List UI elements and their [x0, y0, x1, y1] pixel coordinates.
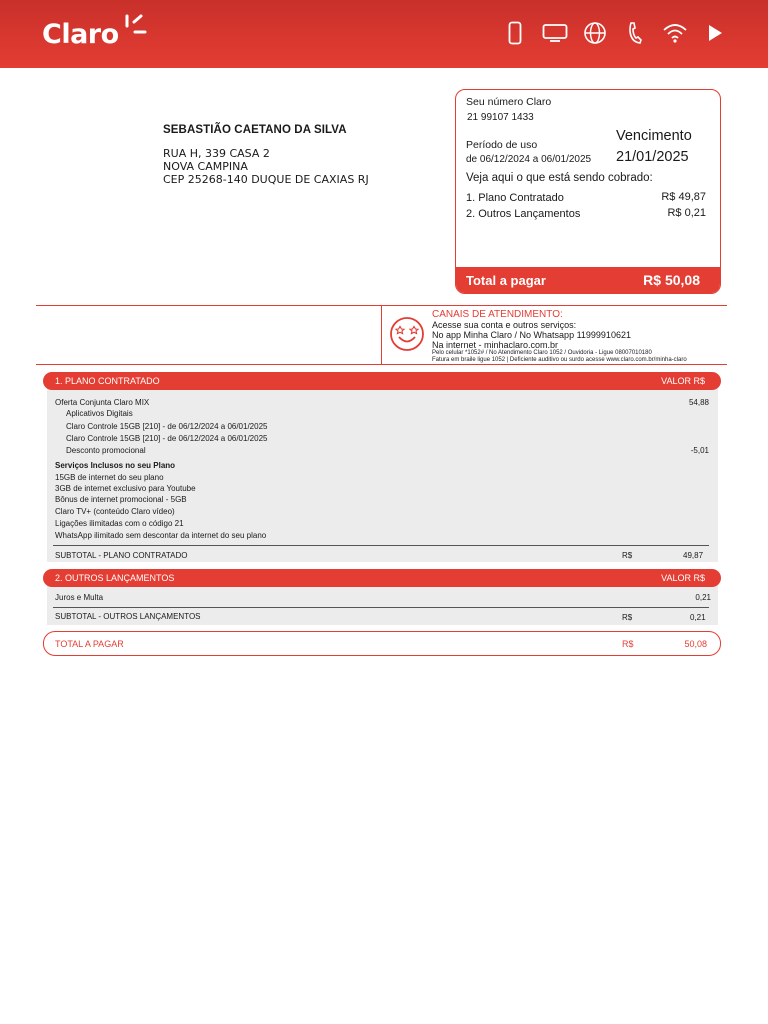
service-item: Claro TV+ (conteúdo Claro vídeo) — [55, 507, 175, 516]
play-icon — [702, 20, 728, 46]
divider — [53, 607, 709, 608]
summary-total-value: R$ 50,08 — [643, 272, 700, 288]
tv-icon — [542, 20, 568, 46]
smartphone-icon — [502, 20, 528, 46]
divider — [381, 305, 382, 365]
line-item-value: -5,01 — [690, 446, 709, 455]
service-icons — [502, 20, 728, 46]
grand-total-label: TOTAL A PAGAR — [55, 639, 124, 649]
support-line-small: Fatura em braile ligue 1052 | Deficiente auditivo ou surdo acesse www.claro.com.br/minha-claro — [432, 357, 687, 363]
services-title: Serviços Inclusos no seu Plano — [55, 461, 176, 470]
support-title: CANAIS DE ATENDIMENTO: — [432, 309, 563, 320]
support-channels — [432, 310, 687, 364]
due-date-label: Vencimento — [616, 128, 692, 144]
phone-icon — [622, 20, 648, 46]
header-bar — [0, 0, 768, 68]
summary-item-other-label: 2. Outros Lançamentos — [466, 208, 581, 220]
section-title: 1. PLANO CONTRATADO — [55, 376, 160, 386]
line-item-label: Desconto promocional — [66, 446, 146, 455]
charged-label: Veja aqui o que está sendo cobrado: — [466, 172, 653, 184]
line-item-label: Claro Controle 15GB [210] - de 06/12/2024 a 06/01/2025 — [66, 422, 268, 431]
logo-rays-icon — [115, 13, 149, 49]
summary-item-other-value: R$ 0,21 — [667, 207, 706, 219]
service-item: Ligações ilimitadas com o código 21 — [55, 519, 184, 528]
globe-icon — [582, 20, 608, 46]
section-plan-header — [43, 372, 721, 390]
subtotal-other-label: SUBTOTAL - OUTROS LANÇAMENTOS — [55, 612, 201, 621]
smiley-icon — [389, 316, 425, 357]
line-item-value: 0,21 — [695, 593, 711, 602]
address-line-3: CEP 25268-140 DUQUE DE CAXIAS RJ — [163, 173, 369, 186]
customer-address — [163, 124, 369, 186]
value-column-header: VALOR R$ — [661, 573, 705, 583]
summary-item-plan-value: R$ 49,87 — [661, 191, 706, 203]
period-label: Período de uso — [466, 139, 538, 151]
support-line-small: Pelo celular *1052# / No Atendimento Claro 1052 / Ouvidoria - Ligue 08007010180 — [432, 350, 652, 356]
grand-total-currency: R$ — [622, 639, 634, 649]
line-item-label: Aplicativos Digitais — [66, 409, 133, 418]
claro-logo — [42, 16, 149, 52]
line-item-label: Claro Controle 15GB [210] - de 06/12/2024 a 06/01/2025 — [66, 434, 268, 443]
subtotal-other-value: 0,21 — [690, 613, 706, 622]
logo-text: Claro — [42, 18, 119, 50]
service-item: 3GB de internet exclusivo para Youtube — [55, 484, 196, 493]
section-other-header — [43, 569, 721, 587]
summary-total-label: Total a pagar — [466, 273, 546, 288]
subtotal-plan-currency: R$ — [622, 551, 633, 560]
line-item-value: 54,88 — [688, 398, 709, 407]
subtotal-plan-value: 49,87 — [683, 551, 704, 560]
support-line: No app Minha Claro / No Whatsapp 11999910621 — [432, 330, 631, 340]
line-item-label: Juros e Multa — [55, 593, 104, 602]
grand-total-value: 50,08 — [684, 639, 707, 649]
service-item: WhatsApp ilimitado sem descontar da internet do seu plano — [55, 531, 267, 540]
usage-period: de 06/12/2024 a 06/01/2025 — [466, 154, 592, 165]
value-column-header: VALOR R$ — [661, 376, 705, 386]
number-label: Seu número Claro — [466, 96, 552, 108]
support-line: Acesse sua conta e outros serviços: — [432, 320, 577, 330]
phone-number: 21 99107 1433 — [467, 112, 534, 123]
summary-item-plan-label: 1. Plano Contratado — [466, 192, 564, 204]
subtotal-other-currency: R$ — [622, 613, 633, 622]
subtotal-plan-label: SUBTOTAL - PLANO CONTRATADO — [55, 551, 188, 560]
wifi-icon — [662, 20, 688, 46]
address-line-1: RUA H, 339 CASA 2 — [163, 147, 270, 160]
support-line: Na internet - minhaclaro.com.br — [432, 340, 559, 350]
summary-total-bar — [456, 267, 720, 293]
line-item-label: Oferta Conjunta Claro MIX — [55, 398, 150, 407]
address-line-2: NOVA CAMPINA — [163, 160, 248, 173]
due-date: 21/01/2025 — [616, 149, 689, 165]
service-item: Bônus de internet promocional - 5GB — [55, 495, 187, 504]
divider — [53, 545, 709, 546]
bill-summary-box — [455, 89, 721, 294]
customer-name: SEBASTIÃO CAETANO DA SILVA — [163, 124, 347, 136]
service-item: 15GB de internet do seu plano — [55, 473, 164, 482]
grand-total-box — [43, 631, 721, 656]
section-title: 2. OUTROS LANÇAMENTOS — [55, 573, 175, 583]
